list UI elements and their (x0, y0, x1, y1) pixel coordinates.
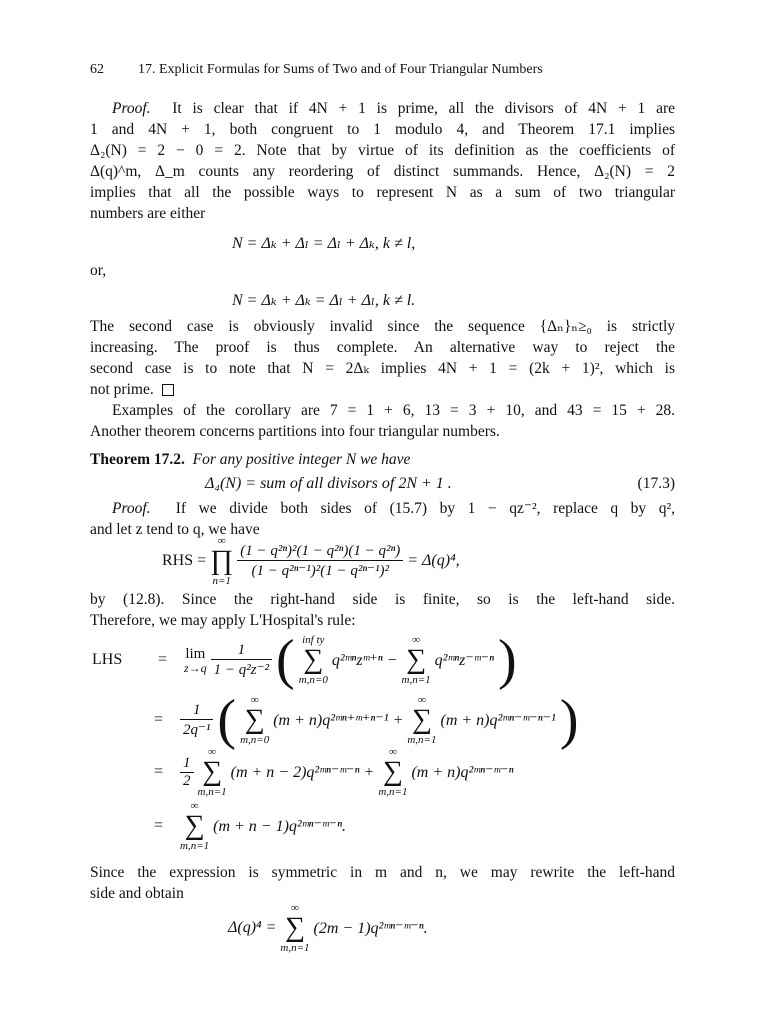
lhs-line-1 (92, 629, 517, 691)
sum-operator (402, 634, 431, 686)
fraction-numerator: 1 (237, 641, 246, 658)
text: not prime. (90, 381, 154, 398)
theorem-label: Theorem 17.2. (90, 451, 185, 468)
equals-sign: = (154, 817, 164, 834)
sum-lower-limit: m,n=0 (298, 674, 328, 686)
sum-operator (240, 694, 269, 746)
sum-term: (m + n)q²ᵐⁿ⁻ᵐ⁻ⁿ (411, 764, 514, 781)
sum-lower-limit: m,n=1 (197, 786, 227, 798)
sum-upper-limit: ∞ (250, 694, 259, 706)
proof-label: Proof. (112, 500, 151, 517)
sum-upper-limit: ∞ (418, 694, 426, 706)
left-paren: ( (276, 629, 295, 691)
proof1-after-3: second case is to note that N = 2Δₖ implies 4N + 1 = (2k + 1)², which is (90, 360, 675, 377)
sum-symbol: ∑ (244, 704, 265, 735)
fraction-denominator: 2q⁻¹ (180, 719, 213, 739)
sum-upper-limit: ∞ (291, 902, 299, 914)
fraction-denominator: 1 − q²z⁻² (211, 659, 272, 679)
sum-symbol: ∑ (406, 644, 427, 675)
closing-line-2: side and obtain (90, 885, 184, 902)
proof1-line-1 (90, 100, 675, 118)
equals-sign: = (154, 763, 164, 780)
proof1-after-1: The second case is obviously invalid since the sequence {Δₙ}ₙ≥₀ is strictly (90, 318, 675, 335)
theorem-equation: Δ₄(N) = sum of all divisors of 2N + 1 . (205, 475, 452, 492)
examples-line-1: Examples of the corollary are 7 = 1 + 6, 13 = 3 + 10, and 43 = 15 + 28. (112, 402, 675, 419)
sum-term: q²ᵐⁿzᵐ⁺ⁿ − (331, 652, 398, 669)
product-upper-limit: ∞ (217, 535, 226, 547)
product-operator (210, 535, 233, 587)
sum-operator (280, 902, 309, 954)
proof1-after-4 (90, 381, 675, 399)
sum-lower-limit: m,n=1 (407, 734, 437, 746)
closing-line-1: Since the expression is symmetric in m and n, we may rewrite the left-hand (90, 864, 675, 881)
proof2-line-1 (90, 500, 675, 518)
equation-case-1: N = Δₖ + Δₗ = Δₗ + Δₖ, k ≠ l, (232, 235, 416, 252)
proof2-after-2: Therefore, we may apply L'Hospital's rule: (90, 612, 356, 629)
proof-label: Proof. (112, 100, 151, 117)
sum-lower-limit: m,n=1 (180, 840, 210, 852)
lhs-line-2 (154, 689, 579, 751)
rhs-result: = Δ(q)⁴, (407, 552, 460, 569)
fraction (180, 755, 194, 790)
sum-lower-limit: m,n=1 (378, 786, 408, 798)
proof2-after-1: by (12.8). Since the right-hand side is finite, so is the left-hand side. (90, 591, 675, 608)
text: If we divide both sides of (15.7) by 1 − qz⁻², replace q by q², (175, 500, 675, 517)
rhs-equation (162, 535, 460, 587)
sum-lower-limit: m,n=1 (401, 674, 431, 686)
proof1-line-2: 1 and 4N + 1, both congruent to 1 modulo 4, and Theorem 17.1 implies (90, 121, 675, 138)
fraction (180, 702, 213, 739)
sum-symbol: ∑ (284, 912, 305, 943)
proof2-line-2: and let z tend to q, we have (90, 521, 260, 538)
fraction-denominator: 2 (180, 772, 194, 790)
sum-symbol: ∑ (303, 644, 324, 675)
limit-operator (184, 646, 207, 674)
final-equation (228, 902, 428, 954)
rhs-denominator: (1 − q²ⁿ⁻¹)²(1 − q²ⁿ⁻¹)² (237, 560, 403, 580)
right-paren: ) (559, 689, 579, 751)
theorem-statement (90, 451, 675, 469)
lhs-line-3 (154, 746, 514, 798)
text: It is clear that if 4N + 1 is prime, all the divisors of 4N + 1 are (172, 100, 676, 117)
sum-term: q²ᵐⁿz⁻ᵐ⁻ⁿ (434, 652, 494, 669)
sum-term: (m + n)q²ᵐⁿ⁻ᵐ⁻ⁿ⁻¹ (440, 712, 556, 729)
qed-box-icon (162, 384, 174, 396)
lim-text: lim (185, 646, 206, 662)
proof1-line-6: numbers are either (90, 205, 206, 222)
sum-symbol: ∑ (411, 704, 432, 735)
right-paren: ) (497, 629, 517, 691)
product-lower-limit: n=1 (212, 575, 231, 587)
left-paren: ( (217, 689, 237, 751)
sum-upper-limit: ∞ (190, 800, 199, 812)
lim-subscript: z→q (184, 661, 207, 675)
rhs-numerator: (1 − q²ⁿ)²(1 − q²ⁿ)(1 − q²ⁿ) (240, 542, 401, 559)
equation-number: (17.3) (637, 475, 675, 492)
limit-fraction (211, 642, 272, 679)
proof1-line-4: Δ(q)^m, Δ_m counts any reordering of distinct summands. Hence, Δ₂(N) = 2 (90, 163, 675, 180)
or-text: or, (90, 262, 107, 279)
equation-case-2: N = Δₖ + Δₖ = Δₗ + Δₗ, k ≠ l. (232, 292, 416, 309)
lhs-line-4 (154, 800, 346, 852)
sum-upper-limit: ∞ (412, 634, 420, 646)
rhs-label: RHS = (162, 552, 207, 569)
sum-lower-limit: m,n=0 (240, 734, 270, 746)
sum-operator (407, 694, 436, 746)
final-term: (2m − 1)q²ᵐⁿ⁻ᵐ⁻ⁿ. (313, 920, 428, 937)
sum-operator (198, 746, 227, 798)
sum-symbol: ∑ (202, 756, 223, 787)
equals-sign: = (158, 651, 168, 668)
fraction-numerator: 1 (183, 754, 191, 771)
product-symbol: ∏ (210, 545, 234, 576)
page-number: 62 (90, 62, 104, 77)
final-lhs: Δ(q)⁴ = (228, 919, 277, 936)
fraction-numerator: 1 (192, 701, 201, 718)
examples-line-2: Another theorem concerns partitions into four triangular numbers. (90, 423, 500, 440)
text: For any positive integer N we have (192, 451, 411, 468)
sum-term: (m + n)q²ᵐⁿ⁺ᵐ⁺ⁿ⁻¹ + (273, 712, 404, 729)
proof1-line-3: Δ₂(N) = 2 − 0 = 2. Note that by virtue of its definition as the coefficients of (90, 142, 675, 159)
proof1-line-5: implies that all the possible ways to represent N as a sum of two triangular (90, 184, 675, 201)
sum-term: (m + n − 1)q²ᵐⁿ⁻ᵐ⁻ⁿ. (213, 818, 347, 835)
sum-term: (m + n − 2)q²ᵐⁿ⁻ᵐ⁻ⁿ + (230, 764, 375, 781)
rhs-fraction (237, 543, 403, 580)
chapter-title: 17. Explicit Formulas for Sums of Two and of Four Triangular Numbers (138, 62, 543, 77)
sum-operator (180, 800, 209, 852)
equals-sign: = (154, 711, 164, 728)
sum-symbol: ∑ (382, 756, 403, 787)
sum-operator (299, 634, 328, 686)
sum-upper-limit: inf ty (302, 634, 325, 646)
sum-operator (378, 746, 407, 798)
running-header (90, 62, 675, 78)
lhs-label: LHS (92, 651, 123, 668)
sum-symbol: ∑ (184, 810, 205, 841)
sum-lower-limit: m,n=1 (280, 942, 310, 954)
proof1-after-2: increasing. The proof is thus complete. An alternative way to reject the (90, 339, 675, 356)
sum-upper-limit: ∞ (388, 746, 397, 758)
sum-upper-limit: ∞ (208, 746, 216, 758)
